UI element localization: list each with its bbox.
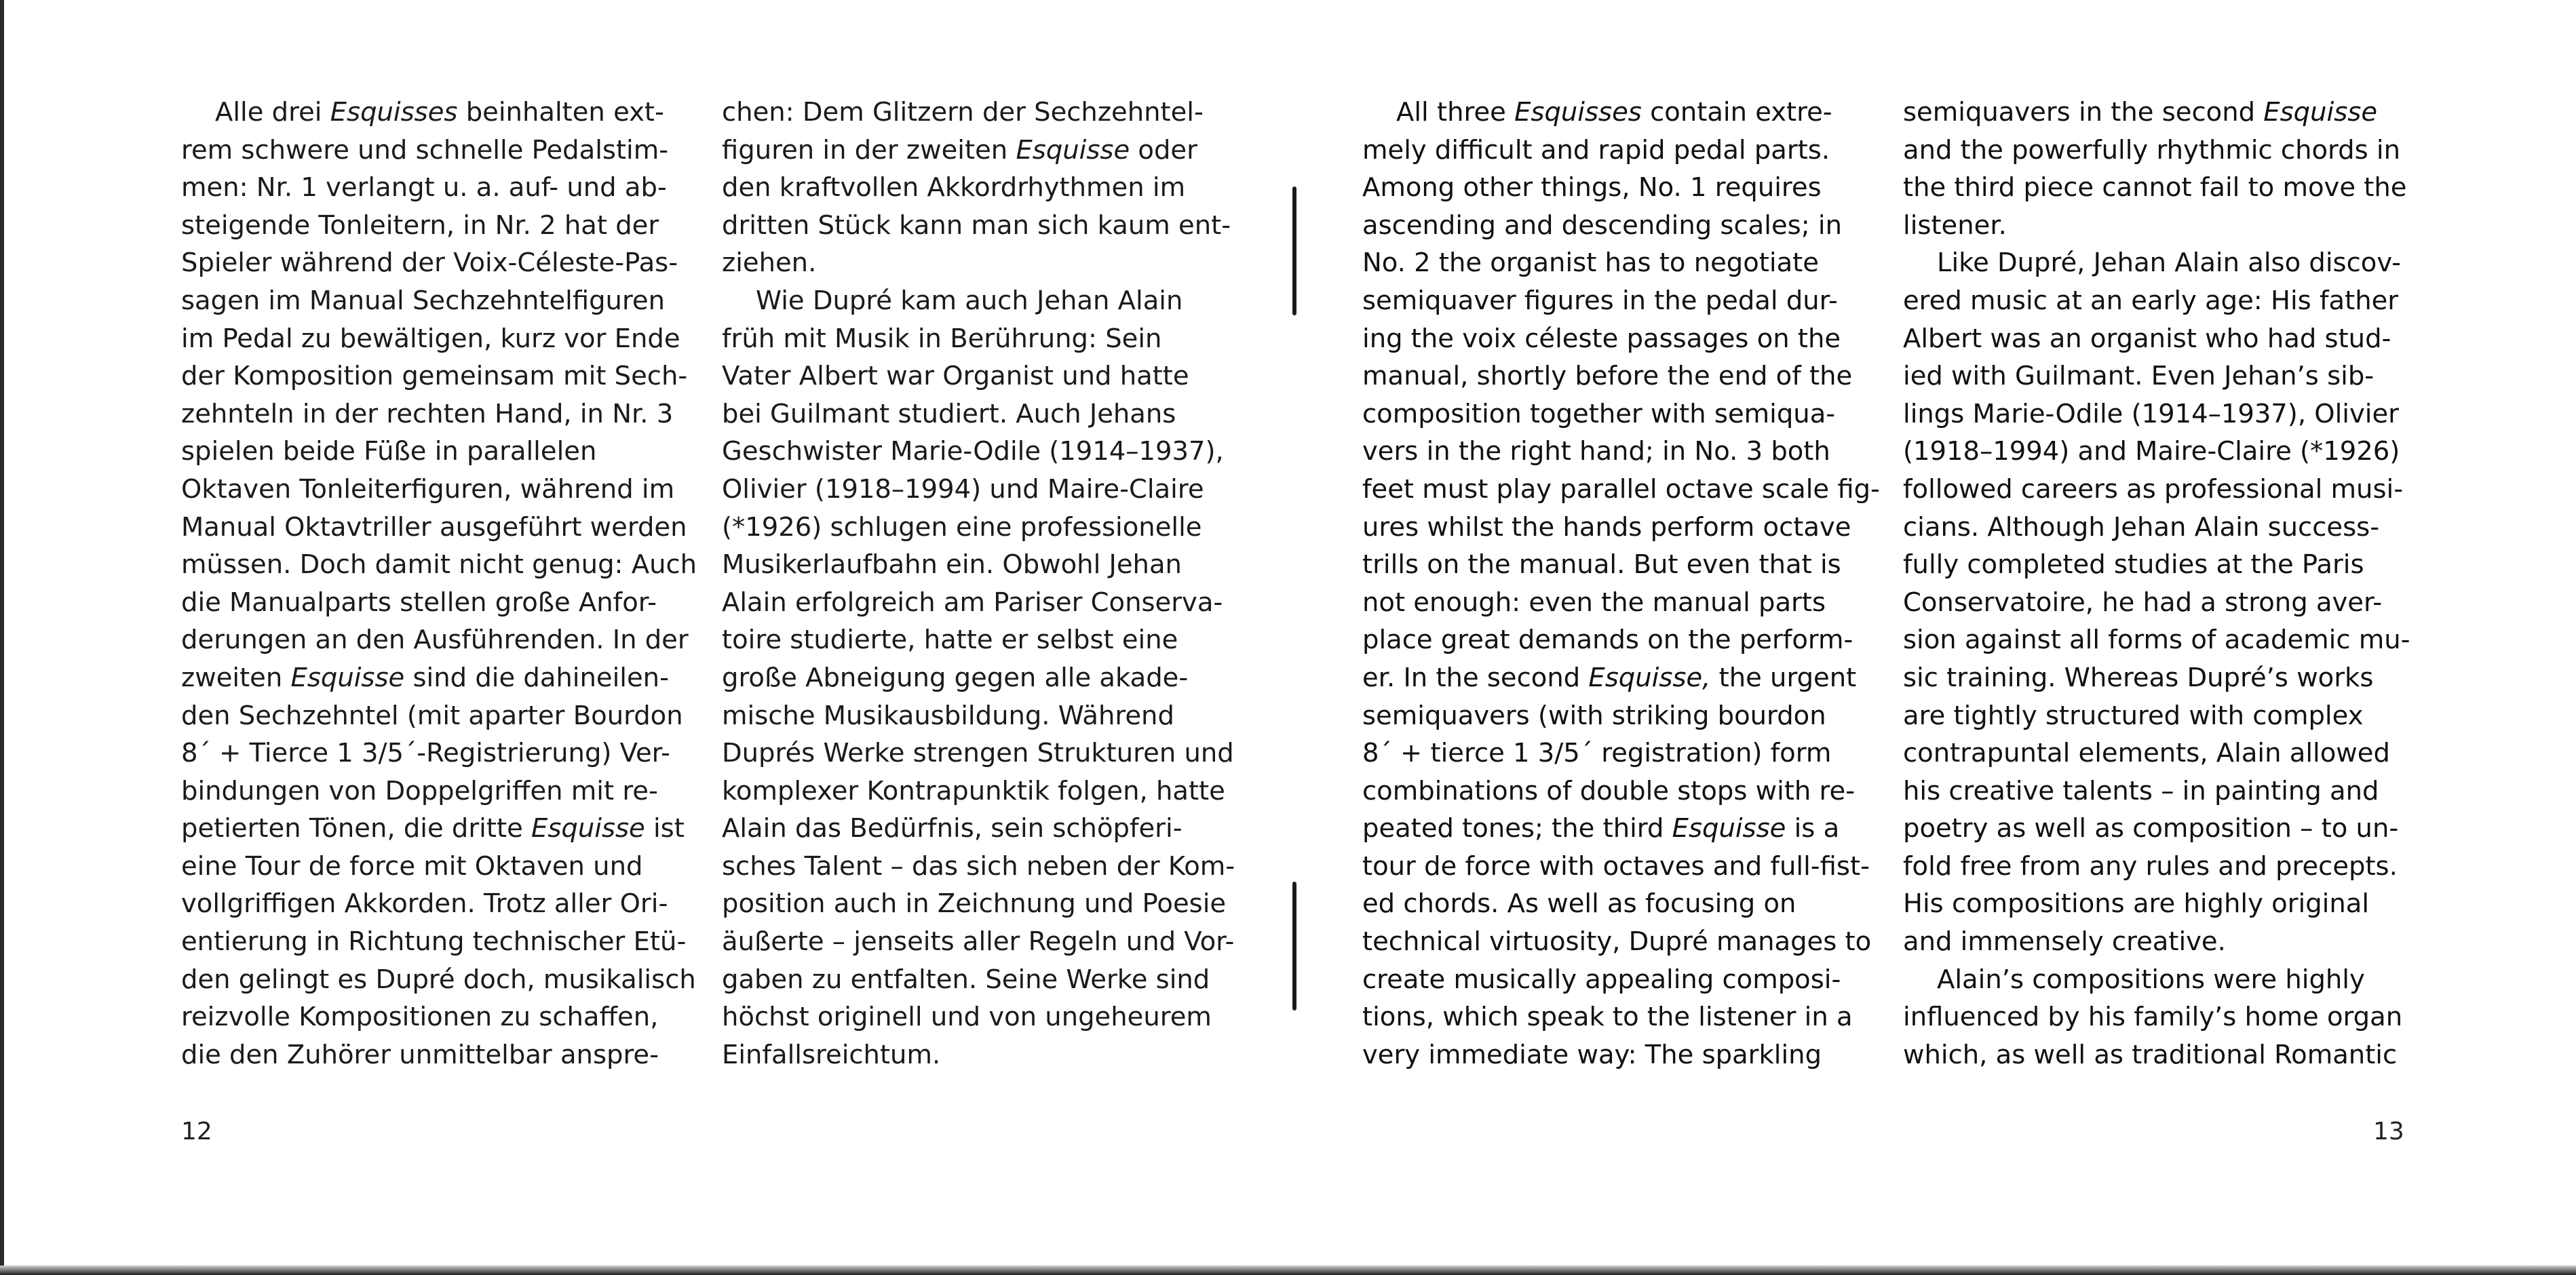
- text-line: Alain erfolgreich am Pariser Conserva-: [722, 587, 1223, 618]
- text-line: sagen im Manual Sechzehntelfiguren: [181, 285, 666, 316]
- text-line: tour de force with octaves and full-fist-: [1362, 850, 1870, 882]
- text-line: semiquaver figures in the pedal dur-: [1362, 285, 1838, 316]
- text-line: 8´ + tierce 1 3/5´ registration) form: [1362, 738, 1832, 769]
- text-line: sches Talent – das sich neben der Kom-: [722, 850, 1235, 882]
- text-line: Wie Dupré kam auch Jehan Alain: [756, 285, 1183, 316]
- text-line: men: Nr. 1 verlangt u. a. auf- und ab-: [181, 172, 667, 203]
- text-line: bindungen von Doppelgriffen mit re-: [181, 775, 658, 806]
- text-line: chen: Dem Glitzern der Sechzehntel-: [722, 97, 1204, 128]
- text-line: gaben zu entfalten. Seine Werke sind: [722, 964, 1210, 995]
- text-line: semiquavers (with striking bourdon: [1362, 700, 1826, 731]
- text-line: vers in the right hand; in No. 3 both: [1362, 436, 1830, 467]
- text-line: combinations of double stops with re-: [1362, 775, 1856, 806]
- text-line: der Komposition gemeinsam mit Sech-: [181, 361, 688, 392]
- text-line: manual, shortly before the end of the: [1362, 361, 1853, 392]
- text-line: cians. Although Jehan Alain success-: [1903, 511, 2380, 543]
- text-line: position auch in Zeichnung und Poesie: [722, 888, 1227, 920]
- text-line: place great demands on the perform-: [1362, 625, 1853, 656]
- text-line: No. 2 the organist has to negotiate: [1362, 248, 1819, 279]
- text-line: fully completed studies at the Paris: [1903, 549, 2364, 581]
- text-column-3: [1362, 94, 1878, 1074]
- text-line: ascending and descending scales; in: [1362, 210, 1843, 241]
- text-line: the third piece cannot fail to move the: [1903, 172, 2407, 203]
- text-line: Among other things, No. 1 requires: [1362, 172, 1822, 203]
- gutter-mark-upper: [1292, 187, 1296, 315]
- text-line: mely difficult and rapid pedal parts.: [1362, 134, 1830, 165]
- text-line: feet must play parallel octave scale fig-: [1362, 473, 1880, 505]
- text-line: ed chords. As well as focusing on: [1362, 888, 1796, 920]
- text-line: Olivier (1918–1994) und Maire-Claire: [722, 473, 1204, 505]
- text-line: zweiten Esquisse sind die dahineilen-: [181, 662, 669, 693]
- text-line: Musikerlaufbahn ein. Obwohl Jehan: [722, 549, 1182, 581]
- text-line: Like Dupré, Jehan Alain also discov-: [1937, 248, 2401, 279]
- text-line: den Sechzehntel (mit aparter Bourdon: [181, 700, 683, 731]
- text-line: and immensely creative.: [1903, 926, 2226, 958]
- text-line: Spieler während der Voix-Céleste-Pas-: [181, 248, 678, 279]
- text-line: früh mit Musik in Berührung: Sein: [722, 323, 1162, 354]
- text-line: technical virtuosity, Dupré manages to: [1362, 926, 1872, 958]
- text-line: very immediate way: The sparkling: [1362, 1039, 1822, 1070]
- text-line: his creative talents – in painting and: [1903, 775, 2379, 806]
- text-line: semiquavers in the second Esquisse: [1903, 97, 2378, 128]
- text-line: den gelingt es Dupré doch, musikalisch: [181, 964, 696, 995]
- text-line: zehnteln in der rechten Hand, in Nr. 3: [181, 398, 674, 429]
- text-line: den kraftvollen Akkordrhythmen im: [722, 172, 1186, 203]
- text-line: and the powerfully rhythmic chords in: [1903, 134, 2401, 165]
- text-line: Vater Albert war Organist und hatte: [722, 361, 1189, 392]
- text-line: entierung in Richtung technischer Etü-: [181, 926, 687, 958]
- text-line: komplexer Kontrapunktik folgen, hatte: [722, 775, 1225, 806]
- text-column-4: [1903, 94, 2419, 1074]
- text-line: ing the voix céleste passages on the: [1362, 323, 1841, 354]
- text-line: lings Marie-Odile (1914–1937), Olivier: [1903, 398, 2399, 429]
- page-number-left: 12: [181, 1118, 212, 1145]
- text-line: listener.: [1903, 210, 2007, 241]
- text-line: followed careers as professional musi-: [1903, 473, 2404, 505]
- text-line: petierten Tönen, die dritte Esquisse ist: [181, 813, 685, 844]
- text-line: müssen. Doch damit nicht genug: Auch: [181, 549, 697, 581]
- text-line: Albert was an organist who had stud-: [1903, 323, 2391, 354]
- text-line: höchst originell und von ungeheurem: [722, 1002, 1212, 1033]
- text-line: Conservatoire, he had a strong aver-: [1903, 587, 2383, 618]
- text-line: reizvolle Kompositionen zu schaffen,: [181, 1002, 659, 1033]
- text-line: bei Guilmant studiert. Auch Jehans: [722, 398, 1176, 429]
- text-line: create musically appealing composi-: [1362, 964, 1841, 995]
- text-line: are tightly structured with complex: [1903, 700, 2364, 731]
- text-line: Einfallsreichtum.: [722, 1039, 941, 1070]
- text-line: eine Tour de force mit Oktaven und: [181, 850, 643, 882]
- page-number-right: 13: [2373, 1118, 2404, 1145]
- text-line: Oktaven Tonleiterfiguren, während im: [181, 473, 675, 505]
- text-line: ied with Guilmant. Even Jehan’s sib-: [1903, 361, 2375, 392]
- text-line: poetry as well as composition – to un-: [1903, 813, 2399, 844]
- text-line: spielen beide Füße in parallelen: [181, 436, 597, 467]
- text-line: which, as well as traditional Romantic: [1903, 1039, 2398, 1070]
- text-line: äußerte – jenseits aller Regeln und Vor-: [722, 926, 1235, 958]
- text-line: fold free from any rules and precepts.: [1903, 850, 2398, 882]
- text-line: derungen an den Ausführenden. In der: [181, 625, 689, 656]
- scan-edge-left: [0, 0, 4, 1275]
- text-line: große Abneigung gegen alle akade-: [722, 662, 1189, 693]
- text-line: steigende Tonleitern, in Nr. 2 hat der: [181, 210, 659, 241]
- text-line: 8´ + Tierce 1 3/5´-Registrierung) Ver-: [181, 738, 670, 769]
- text-line: Duprés Werke strengen Strukturen und: [722, 738, 1234, 769]
- text-line: influenced by his family’s home organ: [1903, 1002, 2403, 1033]
- text-line: tions, which speak to the listener in a: [1362, 1002, 1853, 1033]
- text-line: im Pedal zu bewältigen, kurz vor Ende: [181, 323, 680, 354]
- text-line: mische Musikausbildung. Während: [722, 700, 1174, 731]
- text-line: composition together with semiqua-: [1362, 398, 1836, 429]
- text-line: ures whilst the hands perform octave: [1362, 511, 1851, 543]
- text-line: sic training. Whereas Dupré’s works: [1903, 662, 2374, 693]
- text-line: ered music at an early age: His father: [1903, 285, 2399, 316]
- scan-edge-bottom: [0, 1266, 2576, 1275]
- text-line: not enough: even the manual parts: [1362, 587, 1826, 618]
- text-column-2: [722, 94, 1244, 1074]
- text-column-1: [181, 94, 697, 1074]
- text-line: His compositions are highly original: [1903, 888, 2370, 920]
- text-line: Alain’s compositions were highly: [1937, 964, 2365, 995]
- text-line: Geschwister Marie-Odile (1914–1937),: [722, 436, 1224, 467]
- text-line: die den Zuhörer unmittelbar anspre-: [181, 1039, 659, 1070]
- text-line: contrapuntal elements, Alain allowed: [1903, 738, 2390, 769]
- text-line: (1918–1994) and Maire-Claire (*1926): [1903, 436, 2400, 467]
- gutter-mark-lower: [1292, 882, 1296, 1011]
- text-line: trills on the manual. But even that is: [1362, 549, 1841, 581]
- text-line: (*1926) schlugen eine professionelle: [722, 511, 1202, 543]
- text-line: Manual Oktavtriller ausgeführt werden: [181, 511, 687, 543]
- text-line: peated tones; the third Esquisse is a: [1362, 813, 1840, 844]
- text-line: ziehen.: [722, 248, 817, 279]
- text-line: All three Esquisses contain extre-: [1396, 97, 1832, 128]
- text-line: sion against all forms of academic mu-: [1903, 625, 2410, 656]
- text-line: die Manualparts stellen große Anfor-: [181, 587, 657, 618]
- text-line: vollgriffigen Akkorden. Trotz aller Ori-: [181, 888, 668, 920]
- text-line: er. In the second Esquisse, the urgent: [1362, 662, 1857, 693]
- text-line: Alle drei Esquisses beinhalten ext-: [215, 97, 664, 128]
- text-line: Alain das Bedürfnis, sein schöpferi-: [722, 813, 1183, 844]
- text-line: rem schwere und schnelle Pedalstim-: [181, 134, 669, 165]
- text-line: figuren in der zweiten Esquisse oder: [722, 134, 1197, 165]
- text-line: dritten Stück kann man sich kaum ent-: [722, 210, 1231, 241]
- text-line: toire studierte, hatte er selbst eine: [722, 625, 1178, 656]
